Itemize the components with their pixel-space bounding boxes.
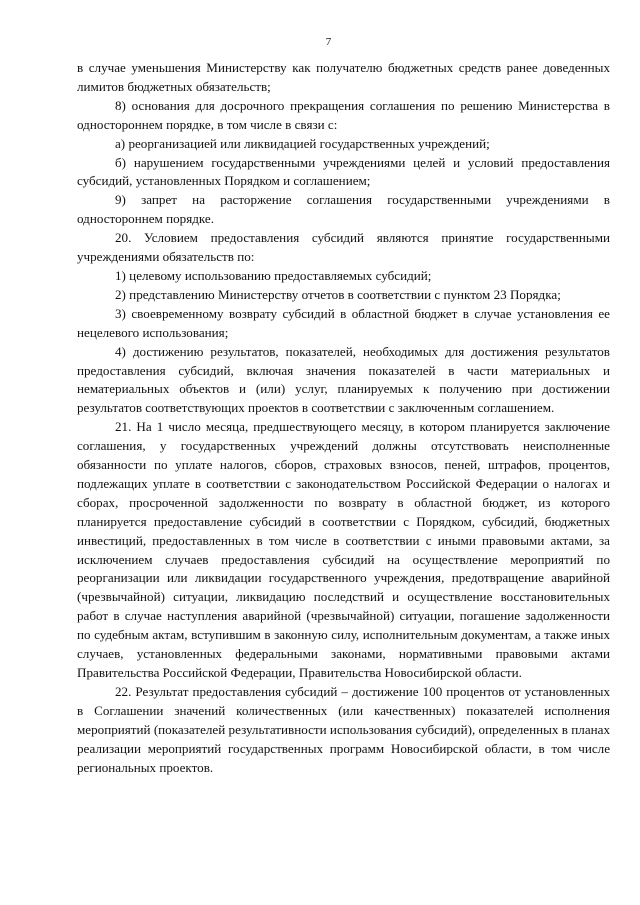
paragraph: 2) представлению Министерству отчетов в соответствии с пунктом 23 Порядка; (115, 286, 561, 302)
paragraph: а) реорганизацией или ликвидацией государственных учреждений; (115, 135, 490, 151)
page-number: 7 (325, 36, 332, 48)
paragraph: 20. Условием предоставления субсидий являются принятие государственными учреждениями обязательств по: (77, 230, 610, 265)
paragraph: 21. На 1 число месяца, предшествующего месяцу, в котором планируется заключение соглашения, у государственных учреждений должны отсутствовать неисполненные обязанности по уплате налогов, сборов, страховых взносов, пеней, штрафов, процентов, подлежащих уплате в соответствии с законодательством Российской Федерации о налогах и сборах, просроченной задолженности по возврату в областной бюджет, из которого планируется предоставление субсидий в соответствии с Порядком, субсидий, бюджетных инвестиций, предоставленных в том числе в соответствии с иными правовыми актами, за исключением случаев предоставления субсидий на осуществление мероприятий по реорганизации или ликвидации государственного учреждения, предотвращение аварийной (чрезвычайной) ситуации, ликвидацию последствий и осуществление восстановительных работ в случае наступления аварийной (чрезвычайной) ситуации, погашение задолженности по судебным актам, вступившим в законную силу, исполнительным документам, а также иных случаев, установленных федеральными законами, нормативными правовыми актами Правительства Российской Федерации, Правительства Новосибирской области. (77, 419, 610, 680)
paragraph: 9) запрет на расторжение соглашения государственными учреждениями в одностороннем порядке. (77, 192, 610, 227)
document-body (77, 59, 610, 777)
paragraph: б) нарушением государственными учреждениями целей и условий предоставления субсидий, установленных Порядком и соглашением; (77, 154, 610, 189)
paragraph: 4) достижению результатов, показателей, необходимых для достижения результатов предоставления субсидий, включая значения показателей в части материальных и нематериальных объектов и (или) услуг, планируемых к получению при достижении результатов соответствующих проектов в соответствии с заключенным соглашением. (77, 343, 610, 416)
paragraph: 1) целевому использованию предоставляемых субсидий; (115, 267, 432, 283)
paragraph: в случае уменьшения Министерству как получателю бюджетных средств ранее доведенных лимитов бюджетных обязательств; (77, 60, 610, 94)
paragraph: 3) своевременному возврату субсидий в областной бюджет в случае установления ее нецелевого использования; (77, 305, 610, 340)
paragraph: 22. Результат предоставления субсидий – достижение 100 процентов от установленных в Соглашении значений количественных (или качественных) показателей исполнения мероприятий (показателей результативности использования субсидий), определенных в планах реализации мероприятий государственных программ Новосибирской области, в том числе региональных проектов. (77, 683, 610, 775)
paragraph: 8) основания для досрочного прекращения соглашения по решению Министерства в одностороннем порядке, в том числе в связи с: (77, 97, 610, 132)
